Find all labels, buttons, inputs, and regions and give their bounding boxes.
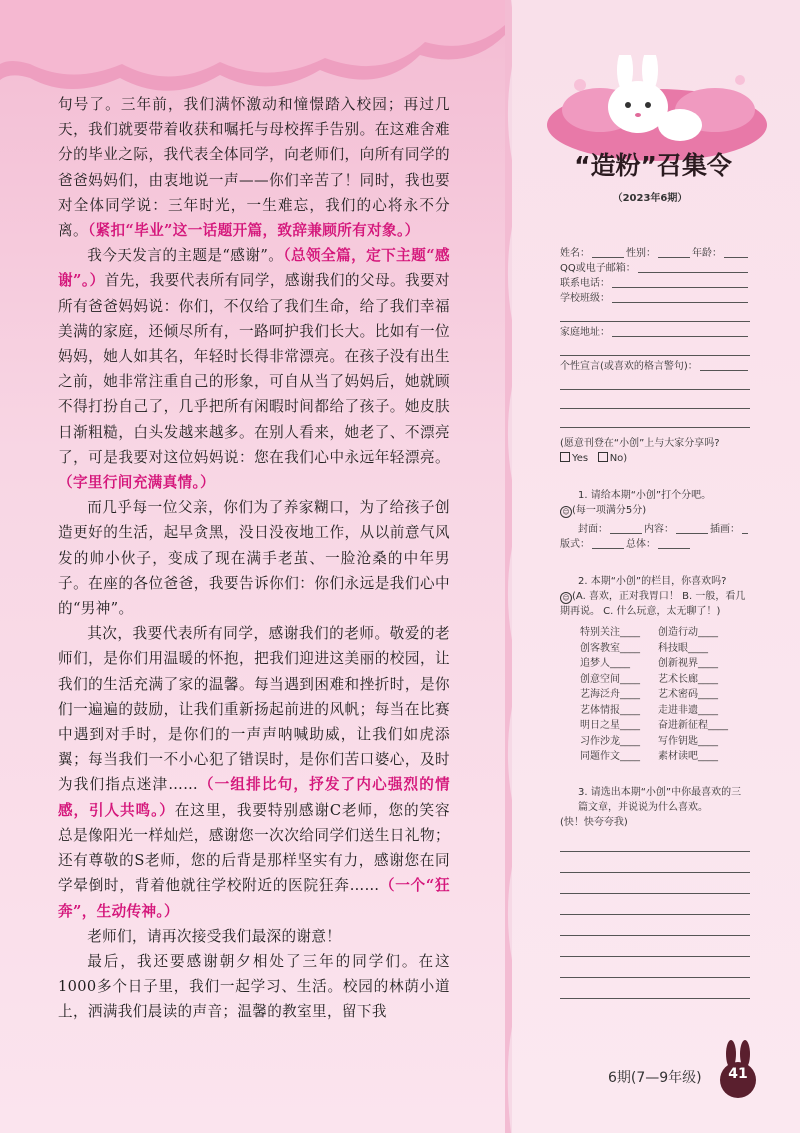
question-2 (560, 574, 750, 765)
column-option[interactable]: 科技眼____ (658, 642, 708, 654)
address-row (560, 325, 750, 340)
motto-field[interactable] (700, 370, 748, 371)
gender-label: 性别： (626, 248, 656, 259)
total-label: 总体： (626, 539, 656, 550)
paragraph-3: 而几乎每一位父亲，你们为了养家糊口，为了给孩子创造更好的生活，起早贪黑，没日没夜地工作，从以前意气风发的帅小伙子，变成了现在满手老茧、一脸沧桑的中年男子。在座的各位爸爸，我要告诉你们：你们永远是我们心中的“男神”。 (58, 499, 450, 618)
column-list (560, 625, 750, 765)
column-option[interactable]: 艺体情报____ (580, 704, 640, 716)
column-option[interactable]: 艺术长廊____ (658, 673, 718, 685)
annotation: （总领全篇，定下主题“感谢”。） (58, 247, 451, 290)
annotation: （紧扣“毕业”这一话题开篇，致辞兼顾所有对象。） (87, 222, 420, 240)
motto-line-1[interactable] (560, 374, 750, 390)
layout-score-field[interactable] (592, 548, 624, 549)
answer-line-1[interactable] (560, 836, 750, 852)
column-option[interactable]: 创造行动____ (658, 627, 718, 638)
qq-row (560, 261, 750, 276)
cover-score-field[interactable] (610, 533, 642, 534)
text: 我今天发言的主题是“感谢”。 (87, 247, 284, 265)
text: 句号了。三年前，我们满怀激动和憧憬踏入校园；再过几天，我们就要带着收获和嘱托与母校挥手告别。在这难舍难分的毕业之际，我代表全体同学，向老师们，向所有同学的爸爸妈妈们，由衷地说一声——你们辛苦了！同时，我也要对全体同学说：三年时光，一生难忘，我们的心将永不分离。 (58, 96, 450, 240)
annotation: （一组排比句，抒发了内心强烈的情感，引人共鸣。） (58, 776, 450, 819)
total-score-field[interactable] (658, 548, 690, 549)
share-label: (愿意刊登在“小创”上与大家分享吗? (560, 438, 720, 449)
motto-line-2[interactable] (560, 393, 750, 409)
answer-line-5[interactable] (560, 920, 750, 936)
q2-label: 2. 本期“小创”的栏目，你喜欢吗? (578, 576, 727, 587)
column-option[interactable]: 奋进新征程____ (658, 720, 728, 731)
answer-line-4[interactable] (560, 899, 750, 915)
school-field[interactable] (612, 302, 748, 303)
answer-line-2[interactable] (560, 857, 750, 873)
school-row (560, 291, 750, 306)
column-option[interactable]: 创意空间____ (580, 673, 640, 685)
score-row-2 (560, 537, 750, 552)
phone-field[interactable] (612, 287, 748, 288)
motto-line-3[interactable] (560, 412, 750, 428)
paragraph-4 (58, 621, 450, 923)
address-field-extra[interactable] (560, 340, 750, 356)
text: 首先，我要代表所有同学，感谢我们的父母。我要对所有爸爸妈妈说：你们，不仅给了我们生命，给了我们幸福美满的家庭，还倾尽所有，一路呵护我们长大。比如有一位妈妈，她人如其名，年轻时长得非常漂亮。在孩子没有出生之前，她非常注重自己的形象，可自从当了妈妈后，她就顾不得打扮自己了，几乎把所有闲暇时间都给了孩子。她皮肤日渐粗糙，白头发越来越多。在别人看来，她老了、不漂亮了，可是我要对这位妈妈说：您在我们心中永远年轻漂亮。 (58, 272, 450, 466)
q1-label: 1. 请给本期“小创”打个分吧。 (578, 490, 712, 501)
phone-row (560, 276, 750, 291)
smiley-icon: ☺ (560, 592, 572, 604)
q2-options (560, 589, 750, 619)
column-option[interactable]: 习作沙龙____ (580, 735, 640, 747)
column-option[interactable]: 创客教室____ (580, 642, 640, 654)
q3-sub: (快！快夸夸我) (560, 816, 628, 828)
answer-line-7[interactable] (560, 962, 750, 978)
q1-sub (560, 503, 750, 518)
paragraph-6: 最后，我还要感谢朝夕相处了三年的同学们。在这1000多个日子里，我们一起学习、生活。校园的林荫小道上，洒满我们晨读的声音；温馨的教室里，留下我 (58, 952, 450, 1021)
layout-label: 版式： (560, 539, 590, 550)
article-body (58, 92, 450, 1025)
column-option[interactable]: 明日之星____ (580, 720, 640, 731)
issue-label: （2023年6期） (612, 193, 688, 204)
smiley-icon: ☺ (560, 506, 572, 518)
paragraph-5: 老师们，请再次接受我们最深的谢意！ (87, 927, 342, 945)
column-option[interactable]: 艺海泛舟____ (580, 689, 640, 700)
qq-field[interactable] (638, 272, 748, 273)
answer-line-3[interactable] (560, 878, 750, 894)
phone-label: 联系电话： (560, 278, 610, 289)
text: 其次，我要代表所有同学，感谢我们的老师。敬爱的老师们，是你们用温暖的怀抱，把我们迎进这美丽的校园，让我们的生活充满了家的温馨。每当遇到困难和挫折时，是你们一遍遍的鼓励，让我们重新扬起前进的风帆；每当在比赛中遇到对手时，是你们的一声声呐喊助威，让我们如虎添翼；每当我们一不小心犯了错误时，是你们苦口婆心，及时为我们指点迷津…… (58, 625, 450, 794)
column-option[interactable]: 写作钥匙____ (658, 735, 718, 747)
content-label: 内容： (644, 524, 674, 535)
page-number: 41 (728, 1066, 748, 1082)
no-label: No) (609, 453, 628, 464)
share-options (560, 451, 750, 466)
school-field-extra[interactable] (560, 306, 750, 322)
qq-label: QQ或电子邮箱： (560, 263, 636, 274)
motto-label: 个性宣言(或喜欢的格言警句)： (560, 361, 698, 372)
column-option[interactable]: 素材读吧____ (658, 751, 718, 762)
name-row (560, 246, 750, 261)
annotation: （字里行间充满真情。） (58, 474, 216, 492)
illus-label: 插画： (710, 524, 740, 535)
address-label: 家庭地址： (560, 327, 610, 338)
page-title: “造粉”召集令 (574, 151, 732, 180)
issue-footer: 6期(7—9年级) (608, 1070, 702, 1086)
cover-label: 封面： (578, 524, 608, 535)
q1-sub-text: (每一项满分5分) (572, 505, 647, 516)
name-field[interactable] (592, 257, 624, 258)
annotation: （一个“狂奔”，生动传神。） (58, 877, 450, 920)
question-3 (560, 785, 750, 999)
column-option[interactable]: 艺术密码____ (658, 689, 718, 700)
score-row-1 (560, 522, 750, 537)
answer-line-8[interactable] (560, 983, 750, 999)
column-option[interactable]: 创新视界____ (658, 658, 718, 669)
column-option[interactable]: 追梦人____ (580, 658, 630, 669)
illus-score-field[interactable] (742, 533, 748, 534)
yes-checkbox[interactable] (560, 452, 570, 462)
q3-label: 3. 请选出本期“小创”中你最喜欢的三篇文章，并说说为什么喜欢。 (578, 786, 742, 813)
no-checkbox[interactable] (598, 452, 608, 462)
paragraph-1 (58, 92, 450, 243)
q2-options-text: (A. 喜欢，正对我胃口！ B. 一般，看几期再说。 C. 什么玩意，太无聊了！) (560, 591, 746, 617)
column-option[interactable]: 特别关注____ (580, 627, 640, 638)
text: 在这里，我要特别感谢C老师，您的笑容总是像阳光一样灿烂，感谢您一次次给同学们送生日礼物；还有尊敬的S老师，您的后背是那样坚实有力，感谢您在同学晕倒时，背着他就往学校附近的医院狂奔…… (58, 801, 450, 895)
paragraph-2 (58, 243, 450, 495)
content-score-field[interactable] (676, 533, 708, 534)
question-1 (560, 488, 750, 552)
address-field[interactable] (612, 336, 748, 337)
age-label: 年龄： (692, 248, 722, 259)
name-label: 姓名： (560, 248, 590, 259)
column-option[interactable]: 同题作文____ (580, 751, 640, 762)
column-option[interactable]: 走进非遗____ (658, 704, 718, 716)
gender-field[interactable] (658, 257, 690, 258)
age-field[interactable] (724, 257, 748, 258)
survey-form (560, 246, 750, 1002)
yes-label: Yes (572, 453, 589, 464)
answer-line-6[interactable] (560, 941, 750, 957)
share-question (560, 436, 750, 466)
school-label: 学校班级： (560, 293, 610, 304)
motto-row (560, 359, 750, 374)
